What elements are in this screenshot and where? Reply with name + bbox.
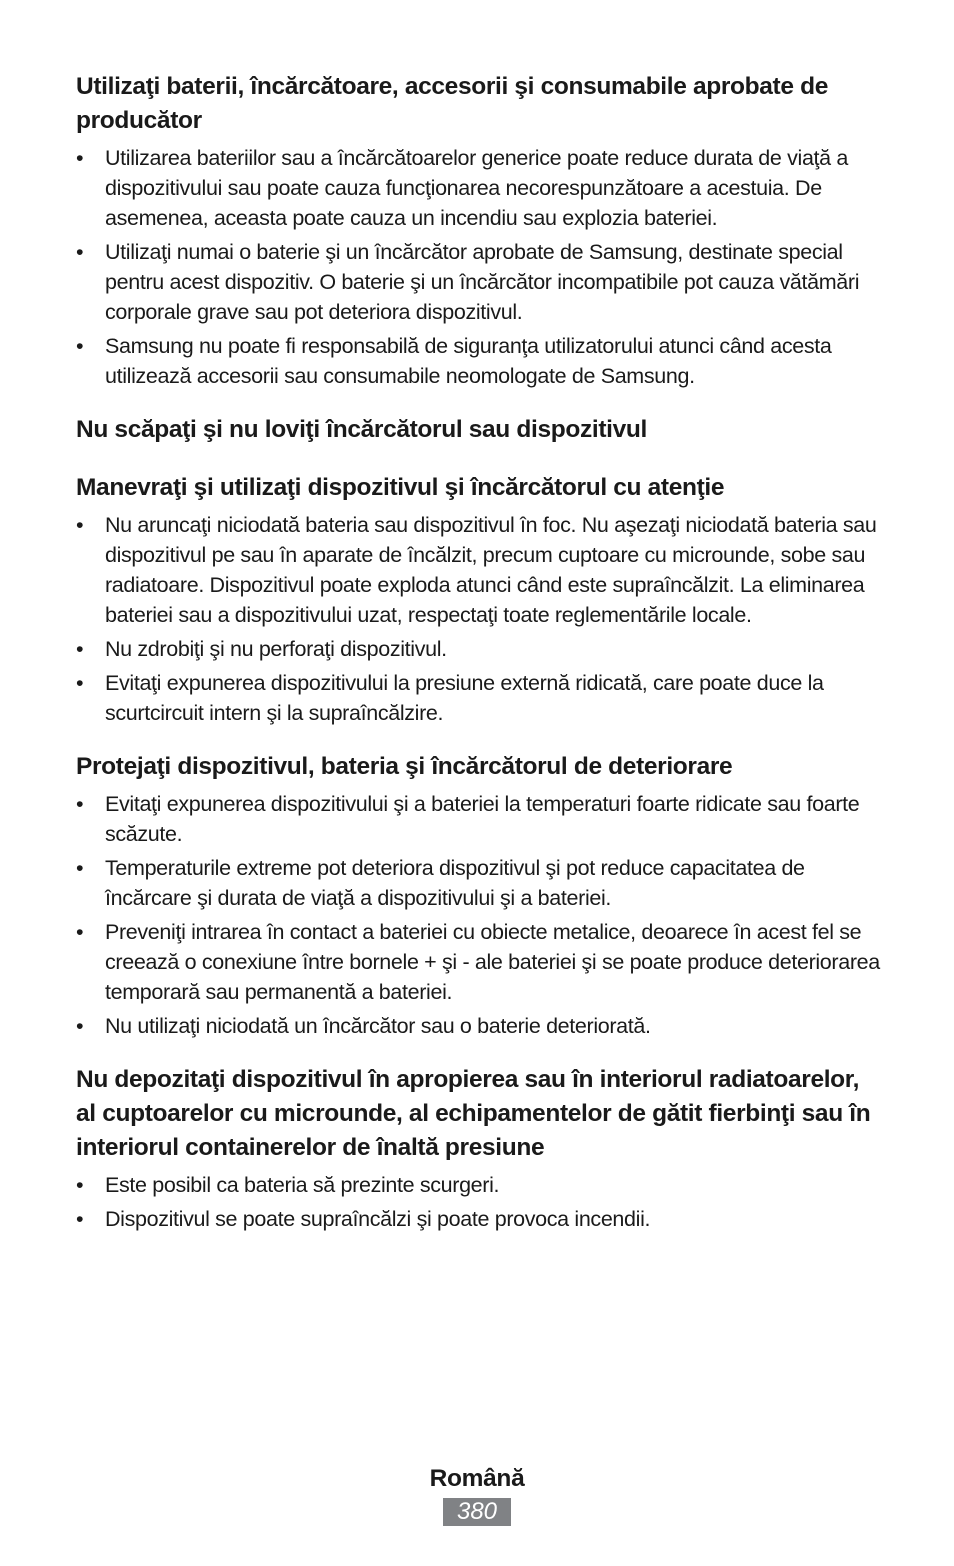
section-heading: Nu scăpaţi şi nu loviţi încărcătorul sau dispozitivul xyxy=(76,416,647,443)
bullet-list xyxy=(76,510,880,728)
bullet-icon: • xyxy=(76,920,84,944)
list-item: • Este posibil ca bateria să prezinte scurgeri. xyxy=(76,1170,880,1200)
list-item: • Utilizarea bateriilor sau a încărcătoarelor generice poate reduce durata de viaţă a dispozitivului sau poate cauza funcţionarea necorespunzătoare a acestuia. De asemenea, aceasta poate cauza un incendiu sau explozia bateriei. xyxy=(76,143,880,233)
list-item: • Evitaţi expunerea dispozitivului şi a bateriei la temperaturi foarte ridicate sau foarte scăzute. xyxy=(76,789,880,849)
list-item: • Preveniţi intrarea în contact a bateriei cu obiecte metalice, deoarece în acest fel se creează o conexiune între bornele + şi - ale bateriei şi se poate produce deteriorarea temporară sau permanentă a bateriei. xyxy=(76,917,880,1007)
bullet-icon: • xyxy=(76,334,84,358)
bullet-icon: • xyxy=(76,637,84,661)
bullet-icon: • xyxy=(76,240,84,264)
bullet-icon: • xyxy=(76,513,84,537)
bullet-icon: • xyxy=(76,792,84,816)
section-heading: Protejaţi dispozitivul, bateria şi încărcătorul de deteriorare xyxy=(76,753,733,780)
list-item: • Nu utilizaţi niciodată un încărcător sau o baterie deteriorată. xyxy=(76,1011,880,1041)
bullet-list xyxy=(76,1170,880,1234)
bullet-icon: • xyxy=(76,1207,84,1231)
bullet-list xyxy=(76,789,880,1041)
list-item: • Dispozitivul se poate supraîncălzi şi poate provoca incendii. xyxy=(76,1204,880,1234)
bullet-icon: • xyxy=(76,146,84,170)
bullet-icon: • xyxy=(76,1173,84,1197)
list-item: • Evitaţi expunerea dispozitivului la presiune externă ridicată, care poate duce la scurtcircuit intern şi la supraîncălzire. xyxy=(76,668,880,728)
section-storage-heat-sources xyxy=(76,1063,880,1234)
bullet-list xyxy=(76,143,880,391)
list-item: • Nu zdrobiţi şi nu perforaţi dispozitivul. xyxy=(76,634,880,664)
bullet-icon: • xyxy=(76,856,84,880)
list-item: • Samsung nu poate fi responsabilă de siguranţa utilizatorului atunci când acesta utilizează accesorii sau consumabile neomologate de Samsung. xyxy=(76,331,880,391)
list-item: • Nu aruncaţi niciodată bateria sau dispozitivul în foc. Nu aşezaţi niciodată bateria sau dispozitivul pe sau în aparate de încălzit, precum cuptoare cu microunde, sobe sau radiatoare. Dispozitivul poate exploda atunci când este supraîncălzit. La eliminarea bateriei sau a dispozitivului uzat, respectaţi toate reglementările locale. xyxy=(76,510,880,630)
section-heading: Manevraţi şi utilizaţi dispozitivul şi încărcătorul cu atenţie xyxy=(76,474,725,501)
section-heading: Utilizaţi baterii, încărcătoare, accesorii şi consumabile aprobate de producător xyxy=(76,73,828,134)
document-body xyxy=(76,70,880,1238)
page-footer xyxy=(0,1462,954,1526)
page-number-badge: 380 xyxy=(443,1498,511,1526)
list-item: • Temperaturile extreme pot deteriora dispozitivul şi pot reduce capacitatea de încărcare şi durata de viaţă a dispozitivului şi a bateriei. xyxy=(76,853,880,913)
bullet-icon: • xyxy=(76,1014,84,1038)
bullet-icon: • xyxy=(76,671,84,695)
section-do-not-drop xyxy=(76,413,880,447)
list-item: • Utilizaţi numai o baterie şi un încărcător aprobate de Samsung, destinate special pentru acest dispozitiv. O baterie şi un încărcător incompatibile pot cauza vătămări corporale grave sau pot deteriora dispozitivul. xyxy=(76,237,880,327)
section-protect-from-damage xyxy=(76,750,880,1041)
section-approved-accessories xyxy=(76,70,880,391)
section-heading: Nu depozitaţi dispozitivul în apropierea sau în interiorul radiatoarelor, al cuptoarelor cu microunde, al echipamentelor de gătit fierbinţi sau în interiorul containerelor de înaltă presiune xyxy=(76,1066,871,1161)
footer-language: Română xyxy=(429,1465,525,1492)
section-handle-with-care xyxy=(76,471,880,728)
